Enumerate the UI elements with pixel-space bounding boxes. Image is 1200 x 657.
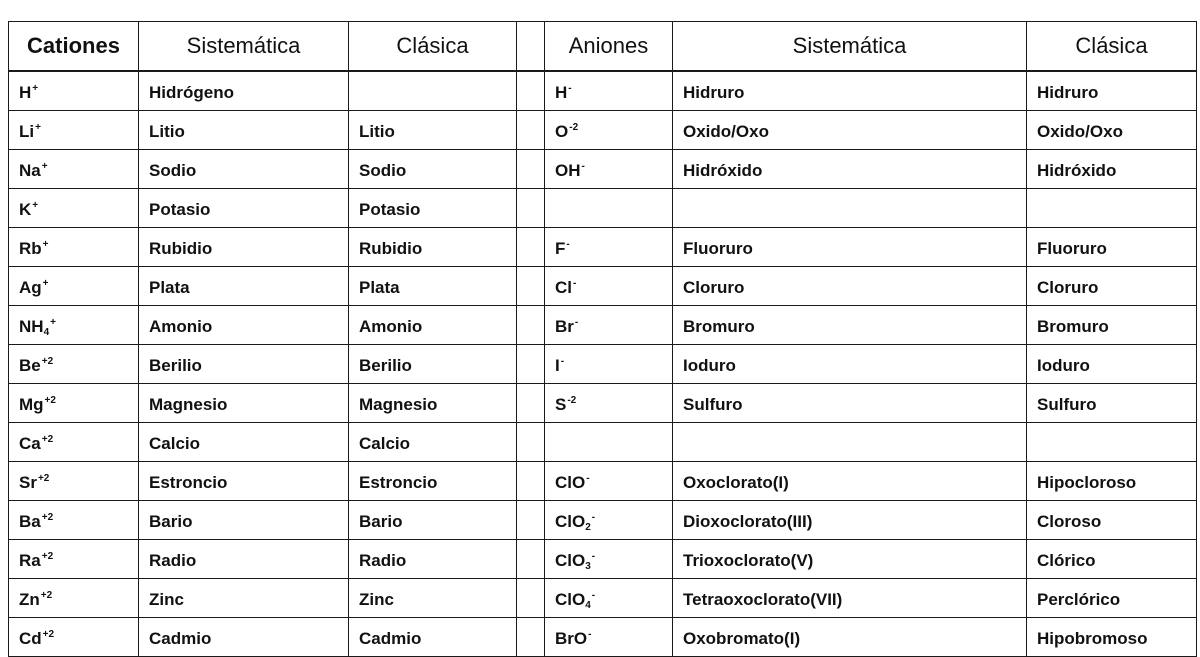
- gap-cell: [517, 462, 545, 501]
- cation-formula-cell: [9, 462, 139, 501]
- anion-systematic-name: Ioduro: [673, 345, 1027, 384]
- ion-charge: +: [50, 317, 56, 328]
- ion-symbol: Ra: [19, 551, 41, 570]
- ion-charge: +2: [40, 590, 53, 601]
- anion-classic-name: Cloroso: [1027, 501, 1197, 540]
- ion-formula: [19, 629, 54, 648]
- header-cation-sistematica: Sistemática: [139, 22, 349, 72]
- gap-cell: [517, 540, 545, 579]
- anion-formula-cell: [545, 618, 673, 657]
- ion-symbol: Cl: [555, 278, 572, 297]
- ion-symbol: Rb: [19, 239, 42, 258]
- ion-symbol: Cd: [19, 629, 42, 648]
- gap-cell: [517, 579, 545, 618]
- ion-symbol: K: [19, 200, 32, 219]
- anion-classic-name: [1027, 189, 1197, 228]
- cation-systematic-name: Potasio: [139, 189, 349, 228]
- cation-systematic-name: Estroncio: [139, 462, 349, 501]
- ion-symbol: Na: [19, 161, 41, 180]
- anion-classic-name: Hidróxido: [1027, 150, 1197, 189]
- ion-charge: +2: [41, 356, 54, 367]
- cation-formula-cell: [9, 306, 139, 345]
- anion-formula-cell: [545, 228, 673, 267]
- table-row: [9, 71, 1197, 111]
- anion-formula-cell: [545, 71, 673, 111]
- anion-formula-cell: [545, 501, 673, 540]
- table-body: [9, 71, 1197, 657]
- ion-formula: [19, 434, 53, 453]
- anion-systematic-name: Cloruro: [673, 267, 1027, 306]
- ion-charge: -: [568, 83, 572, 94]
- header-cationes: Cationes: [9, 22, 139, 72]
- header-anion-clasica: Clásica: [1027, 22, 1197, 72]
- ion-charge: -2: [569, 122, 579, 133]
- ion-formula: [555, 239, 570, 258]
- anion-classic-name: Fluoruro: [1027, 228, 1197, 267]
- ion-formula: [555, 161, 585, 180]
- ion-formula: [19, 356, 53, 375]
- anion-classic-name: Hipocloroso: [1027, 462, 1197, 501]
- ion-symbol: ClO: [555, 473, 586, 492]
- anion-systematic-name: Tetraoxoclorato(VII): [673, 579, 1027, 618]
- ion-formula: [19, 83, 38, 102]
- ion-nomenclature-table: [8, 21, 1197, 657]
- table-row: [9, 501, 1197, 540]
- gap-cell: [517, 267, 545, 306]
- cation-formula-cell: [9, 423, 139, 462]
- anion-systematic-name: Oxido/Oxo: [673, 111, 1027, 150]
- ion-symbol: Ag: [19, 278, 42, 297]
- cation-systematic-name: Calcio: [139, 423, 349, 462]
- table-row: [9, 462, 1197, 501]
- gap-cell: [517, 306, 545, 345]
- table-row: [9, 384, 1197, 423]
- cation-formula-cell: [9, 267, 139, 306]
- cation-formula-cell: [9, 501, 139, 540]
- cation-formula-cell: [9, 579, 139, 618]
- ion-formula: [19, 395, 56, 414]
- ion-charge: +2: [37, 473, 50, 484]
- cation-formula-cell: [9, 384, 139, 423]
- ion-formula: [19, 317, 56, 336]
- anion-classic-name: Perclórico: [1027, 579, 1197, 618]
- ion-symbol: Li: [19, 122, 35, 141]
- gap-cell: [517, 71, 545, 111]
- header-aniones: Aniones: [545, 22, 673, 72]
- cation-systematic-name: Cadmio: [139, 618, 349, 657]
- cation-formula-cell: [9, 111, 139, 150]
- ion-formula: [555, 83, 572, 102]
- cation-classic-name: Bario: [349, 501, 517, 540]
- cation-systematic-name: Litio: [139, 111, 349, 150]
- gap-cell: [517, 228, 545, 267]
- gap-cell: [517, 345, 545, 384]
- cation-classic-name: Cadmio: [349, 618, 517, 657]
- cation-formula-cell: [9, 150, 139, 189]
- gap-cell: [517, 423, 545, 462]
- anion-systematic-name: Hidruro: [673, 71, 1027, 111]
- anion-formula-cell: [545, 540, 673, 579]
- cation-classic-name: Plata: [349, 267, 517, 306]
- ion-symbol: Ba: [19, 512, 41, 531]
- cation-classic-name: Zinc: [349, 579, 517, 618]
- cation-systematic-name: Bario: [139, 501, 349, 540]
- cation-classic-name: [349, 71, 517, 111]
- ion-formula: [19, 200, 38, 219]
- cation-formula-cell: [9, 345, 139, 384]
- ion-symbol: Be: [19, 356, 41, 375]
- ion-charge: -: [560, 356, 565, 367]
- anion-formula-cell: [545, 111, 673, 150]
- gap-cell: [517, 618, 545, 657]
- cation-classic-name: Potasio: [349, 189, 517, 228]
- header-row: [9, 22, 1197, 72]
- ion-symbol: Ca: [19, 434, 41, 453]
- ion-charge: +2: [44, 395, 56, 406]
- ion-formula: [19, 551, 53, 570]
- table-row: [9, 306, 1197, 345]
- ion-symbol: I: [555, 356, 560, 375]
- cation-classic-name: Amonio: [349, 306, 517, 345]
- anion-formula-cell: [545, 423, 673, 462]
- ion-symbol: O: [555, 122, 569, 141]
- ion-symbol: OH: [555, 161, 581, 180]
- cation-formula-cell: [9, 618, 139, 657]
- cation-classic-name: Rubidio: [349, 228, 517, 267]
- anion-formula-cell: [545, 189, 673, 228]
- ion-charge: +2: [42, 629, 55, 640]
- anion-systematic-name: Trioxoclorato(V): [673, 540, 1027, 579]
- ion-symbol: Mg: [19, 395, 44, 414]
- ion-formula: [555, 356, 564, 375]
- cation-systematic-name: Rubidio: [139, 228, 349, 267]
- ion-symbol: Sr: [19, 473, 37, 492]
- ion-symbol: F: [555, 239, 566, 258]
- table-row: [9, 540, 1197, 579]
- table-row: [9, 423, 1197, 462]
- ion-charge: +2: [41, 551, 54, 562]
- anion-systematic-name: [673, 423, 1027, 462]
- ion-charge: +2: [41, 434, 54, 445]
- ion-formula: [555, 629, 591, 648]
- anion-classic-name: Sulfuro: [1027, 384, 1197, 423]
- ion-subscript: 3: [585, 561, 591, 572]
- table-row: [9, 267, 1197, 306]
- ion-formula: [555, 278, 576, 297]
- ion-charge: -: [591, 551, 596, 562]
- anion-classic-name: Hipobromoso: [1027, 618, 1197, 657]
- anion-formula-cell: [545, 579, 673, 618]
- cation-formula-cell: [9, 71, 139, 111]
- anion-formula-cell: [545, 267, 673, 306]
- table-row: [9, 579, 1197, 618]
- ion-charge: +: [41, 161, 48, 172]
- ion-symbol: ClO: [555, 512, 586, 531]
- cation-systematic-name: Berilio: [139, 345, 349, 384]
- ion-charge: +: [32, 200, 39, 211]
- ion-formula: [19, 122, 41, 141]
- anion-formula-cell: [545, 384, 673, 423]
- cation-systematic-name: Plata: [139, 267, 349, 306]
- cation-classic-name: Magnesio: [349, 384, 517, 423]
- ion-formula: [555, 473, 590, 492]
- ion-charge: -: [591, 590, 596, 601]
- ion-charge: -2: [567, 395, 577, 406]
- ion-formula: [19, 473, 49, 492]
- anion-classic-name: Clórico: [1027, 540, 1197, 579]
- cation-classic-name: Litio: [349, 111, 517, 150]
- anion-formula-cell: [545, 306, 673, 345]
- ion-charge: +: [32, 83, 39, 94]
- cation-systematic-name: Zinc: [139, 579, 349, 618]
- table-row: [9, 189, 1197, 228]
- ion-symbol: Br: [555, 317, 574, 336]
- gap-cell: [517, 150, 545, 189]
- anion-classic-name: Hidruro: [1027, 71, 1197, 111]
- ion-charge: -: [574, 317, 579, 328]
- anion-formula-cell: [545, 345, 673, 384]
- anion-systematic-name: [673, 189, 1027, 228]
- anion-systematic-name: Fluoruro: [673, 228, 1027, 267]
- ion-charge: -: [581, 161, 585, 172]
- ion-formula: [19, 278, 49, 297]
- anion-classic-name: Ioduro: [1027, 345, 1197, 384]
- cation-systematic-name: Radio: [139, 540, 349, 579]
- cation-formula-cell: [9, 228, 139, 267]
- cation-formula-cell: [9, 540, 139, 579]
- anion-systematic-name: Bromuro: [673, 306, 1027, 345]
- cation-systematic-name: Magnesio: [139, 384, 349, 423]
- anion-formula-cell: [545, 462, 673, 501]
- header-cation-clasica: Clásica: [349, 22, 517, 72]
- anion-classic-name: Bromuro: [1027, 306, 1197, 345]
- cation-classic-name: Berilio: [349, 345, 517, 384]
- ion-subscript: 2: [585, 522, 591, 533]
- ion-formula: [555, 551, 595, 570]
- ion-formula: [555, 200, 556, 219]
- gap-cell: [517, 189, 545, 228]
- cation-classic-name: Radio: [349, 540, 517, 579]
- ion-formula: [555, 122, 578, 141]
- ion-symbol: H: [555, 83, 568, 102]
- ion-charge: +: [42, 278, 49, 289]
- anion-classic-name: [1027, 423, 1197, 462]
- cation-systematic-name: Sodio: [139, 150, 349, 189]
- cation-systematic-name: Hidrógeno: [139, 71, 349, 111]
- ion-formula: [19, 590, 52, 609]
- header-anion-sistematica: Sistemática: [673, 22, 1027, 72]
- cation-classic-name: Sodio: [349, 150, 517, 189]
- ion-charge: -: [588, 629, 592, 640]
- table-row: [9, 618, 1197, 657]
- ion-formula: [555, 395, 576, 414]
- ion-symbol: BrO: [555, 629, 588, 648]
- cation-formula-cell: [9, 189, 139, 228]
- ion-formula: [19, 161, 48, 180]
- ion-charge: +2: [41, 512, 54, 523]
- ion-formula: [555, 512, 595, 531]
- table-row: [9, 150, 1197, 189]
- ion-symbol: ClO: [555, 551, 586, 570]
- cation-classic-name: Estroncio: [349, 462, 517, 501]
- gap-cell: [517, 111, 545, 150]
- cation-classic-name: Calcio: [349, 423, 517, 462]
- ion-charge: -: [566, 239, 570, 250]
- ion-symbol: Zn: [19, 590, 40, 609]
- anion-systematic-name: Oxoclorato(I): [673, 462, 1027, 501]
- anion-systematic-name: Oxobromato(I): [673, 618, 1027, 657]
- ion-symbol: NH: [19, 317, 44, 336]
- ion-symbol: S: [555, 395, 567, 414]
- anion-classic-name: Cloruro: [1027, 267, 1197, 306]
- header-gap: [517, 22, 545, 72]
- anion-systematic-name: Sulfuro: [673, 384, 1027, 423]
- ion-formula: [555, 317, 578, 336]
- ion-formula: [19, 239, 49, 258]
- gap-cell: [517, 384, 545, 423]
- ion-charge: -: [591, 512, 596, 523]
- ion-charge: -: [586, 473, 590, 484]
- cation-systematic-name: Amonio: [139, 306, 349, 345]
- ion-charge: +: [35, 122, 41, 133]
- table-row: [9, 345, 1197, 384]
- ion-symbol: ClO: [555, 590, 586, 609]
- ion-formula: [19, 512, 53, 531]
- ion-formula: [555, 434, 556, 453]
- gap-cell: [517, 501, 545, 540]
- ion-symbol: H: [19, 83, 32, 102]
- ion-subscript: 4: [43, 327, 50, 338]
- ion-charge: +: [42, 239, 49, 250]
- ion-subscript: 4: [585, 600, 591, 611]
- anion-formula-cell: [545, 150, 673, 189]
- anion-classic-name: Oxido/Oxo: [1027, 111, 1197, 150]
- table-row: [9, 111, 1197, 150]
- ion-charge: -: [573, 278, 577, 289]
- anion-systematic-name: Hidróxido: [673, 150, 1027, 189]
- anion-systematic-name: Dioxoclorato(III): [673, 501, 1027, 540]
- table-row: [9, 228, 1197, 267]
- ion-formula: [555, 590, 595, 609]
